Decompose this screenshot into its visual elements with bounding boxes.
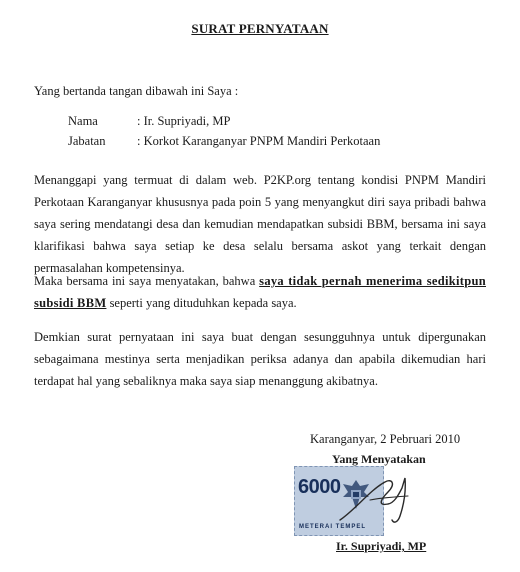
signer-name: Ir. Supriyadi, MP xyxy=(336,539,427,553)
field-value-jabatan: : Korkot Karanganyar PNPM Mandiri Perkotaan xyxy=(137,134,381,148)
place-date: Karanganyar, 2 Pebruari 2010 xyxy=(310,432,461,446)
stamp-text: METERAI TEMPEL xyxy=(299,524,367,530)
field-value-nama: : Ir. Supriyadi, MP xyxy=(137,114,231,128)
paragraph-context: Menanggapi yang termuat di dalam web. P2KP.org tentang kondisi PNPM Mandiri Perkotaan Karanganyar khususnya pada poin 5 yang menyangkut diri saya pribadi bahwa saya sering mendatangi desa dan kemudian mendapatkan subsidi BBM, bersama ini saya klarifikasi bahwa saya setiap ke desa selalu bersama askot yang terkait dengan permasalahan kompetensinya. xyxy=(34,173,486,275)
statement-emphasis: saya tidak pernah menerima sedikitpun subsidi BBM xyxy=(34,274,486,310)
handwritten-signature xyxy=(330,470,420,530)
statement-text-after: seperti yang dituduhkan kepada saya. xyxy=(106,296,297,310)
intro-line: Yang bertanda tangan dibawah ini Saya : xyxy=(34,84,239,98)
paragraph-closing: Demkian surat pernyataan ini saya buat dengan sesungguhnya untuk dipergunakan sebagaimana mestinya serta menjadikan periksa adanya dan apabila dikemudian hari terdapat hal yang sebaliknya maka saya siap menanggung akibatnya. xyxy=(34,330,486,388)
signer-role: Yang Menyatakan xyxy=(332,452,426,466)
stamp-value: 6000 xyxy=(298,476,341,498)
statement-text-before: Maka bersama ini saya menyatakan, bahwa xyxy=(34,274,260,288)
field-label-nama: Nama xyxy=(68,114,98,128)
document-title: SURAT PERNYATAAN xyxy=(191,21,329,36)
paragraph-statement xyxy=(34,270,486,314)
field-label-jabatan: Jabatan xyxy=(68,134,106,148)
